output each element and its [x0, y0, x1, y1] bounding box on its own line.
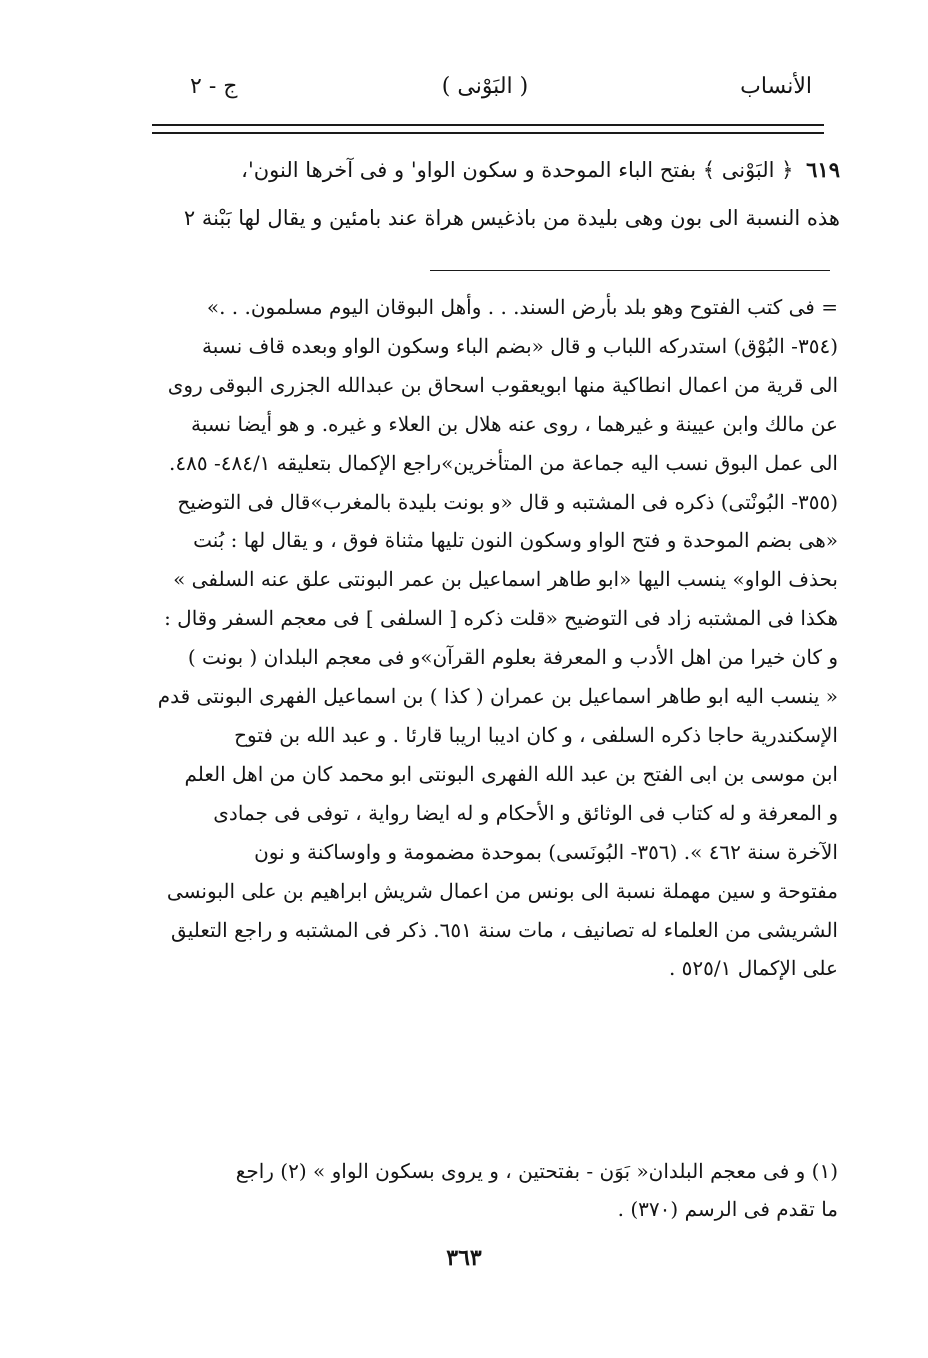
note-line: و كان خيرا من اهل الأدب و المعرفة بعلوم القرآن»و فى معجم البلدان ( بونت )	[187, 645, 838, 670]
entry-number: ٦١٩	[806, 157, 840, 182]
header-book-title: الأنساب	[740, 74, 812, 99]
note-line: = فى كتب الفتوح وهو بلد بأرض السند. . . وأهل البوقان اليوم مسلمون. . .»	[206, 295, 838, 319]
note-line: (٣٥٤- البُوْق) استدركه اللباب و قال «بضم الباء وسكون الواو وبعده قاف نسبة	[202, 333, 838, 358]
entry-line-2: هذه النسبة الى بون وهى بليدة من باذغيس هراة عند بامئين و يقال لها بَبْنة ٢	[183, 206, 840, 230]
note-line: و المعرفة و له كتاب فى الوثائق و الأحكام و له ايضا رواية ، توفى فى جمادى	[213, 800, 838, 825]
page-number: ٣٦٣	[446, 1245, 482, 1271]
header-volume: ج - ٢	[190, 74, 238, 99]
note-line: ابن موسى بن ابى الفتح بن عبد الله الفهرى البونتى ابو محمد كان من اهل العلم	[184, 761, 838, 786]
note-line: الشريشى من العلماء له تصانيف ، مات سنة ٦٥١. ذكر فى المشتبه و راجع التعليق	[171, 917, 838, 942]
note-line: « ينسب اليه ابو طاهر اسماعيل بن عمران ( كذا ) بن اسماعيل الفهرى البونتى قدم	[157, 684, 838, 709]
footnote-line: (١) و فى معجم البلدان« بَوَن - بفتحتين ، و يروى بسكون الواو » (٢) راجع	[235, 1159, 838, 1183]
footnotes-block	[148, 1152, 838, 1228]
header-double-rule	[152, 124, 824, 134]
main-entry	[140, 150, 840, 246]
note-line: الى عمل البوق نسب اليه جماعة من المتأخرين»راجع الإكمال بتعليقه ٤٨٤/١- ٤٨٥.	[169, 450, 838, 475]
entry-text-1: ﴿ البَوْنى ﴾ بفتح الباء الموحدة و سكون الواو' و فى آخرها النون'،	[241, 158, 794, 182]
note-line: مفتوحة و سين مهملة نسبة الى بونس من اعمال شريش ابراهيم بن على البونسى	[166, 878, 838, 903]
note-line: على الإكمال ٥٢٥/١ .	[668, 956, 838, 981]
note-line: «هى بضم الموحدة و فتح الواو وسكون النون تليها مثناة فوق ، و يقال لها : بُنت	[193, 528, 838, 553]
note-line: الى قرية من اعمال انطاكية منها ابويعقوب اسحاق بن عبدالله الجزرى البوقى روى	[167, 372, 838, 397]
note-line: (٣٥٥- البُونْتى) ذكره فى المشتبه و قال «و بونت بليدة بالمغرب»قال فى التوضيح	[177, 489, 838, 514]
footnote-separator-rule	[430, 270, 830, 271]
footnote-line: ما تقدم فى الرسم (٣٧٠) .	[617, 1197, 838, 1221]
note-line: بحذف الواو» ينسب اليها «ابو طاهر اسماعيل بن عمر البونتى علق عنه السلفى »	[173, 567, 838, 592]
note-line: عن مالك وابن عيينة و غيرهما ، روى عنه هلال بن العلاء و غيره. و هو أيضا نسبة	[191, 411, 838, 436]
entry-line-1	[140, 150, 840, 190]
note-line: هكذا فى المشتبه زاد فى التوضيح «قلت ذكره [ السلفى ] فى معجم السفر وقال :	[164, 606, 838, 631]
note-line: الإسكندرية حاجا ذكره السلفى ، و كان اديبا اريبا قارئا . و عبد الله بن فتوح	[234, 722, 838, 747]
header-entry-title: ( البَوْنى )	[441, 74, 529, 99]
running-header	[150, 68, 820, 112]
note-line: الآخرة سنة ٤٦٢ ». (٣٥٦- البُونَسى) بموحدة مضمومة و واوساكنة و نون	[254, 839, 838, 864]
notes-block	[148, 288, 838, 988]
